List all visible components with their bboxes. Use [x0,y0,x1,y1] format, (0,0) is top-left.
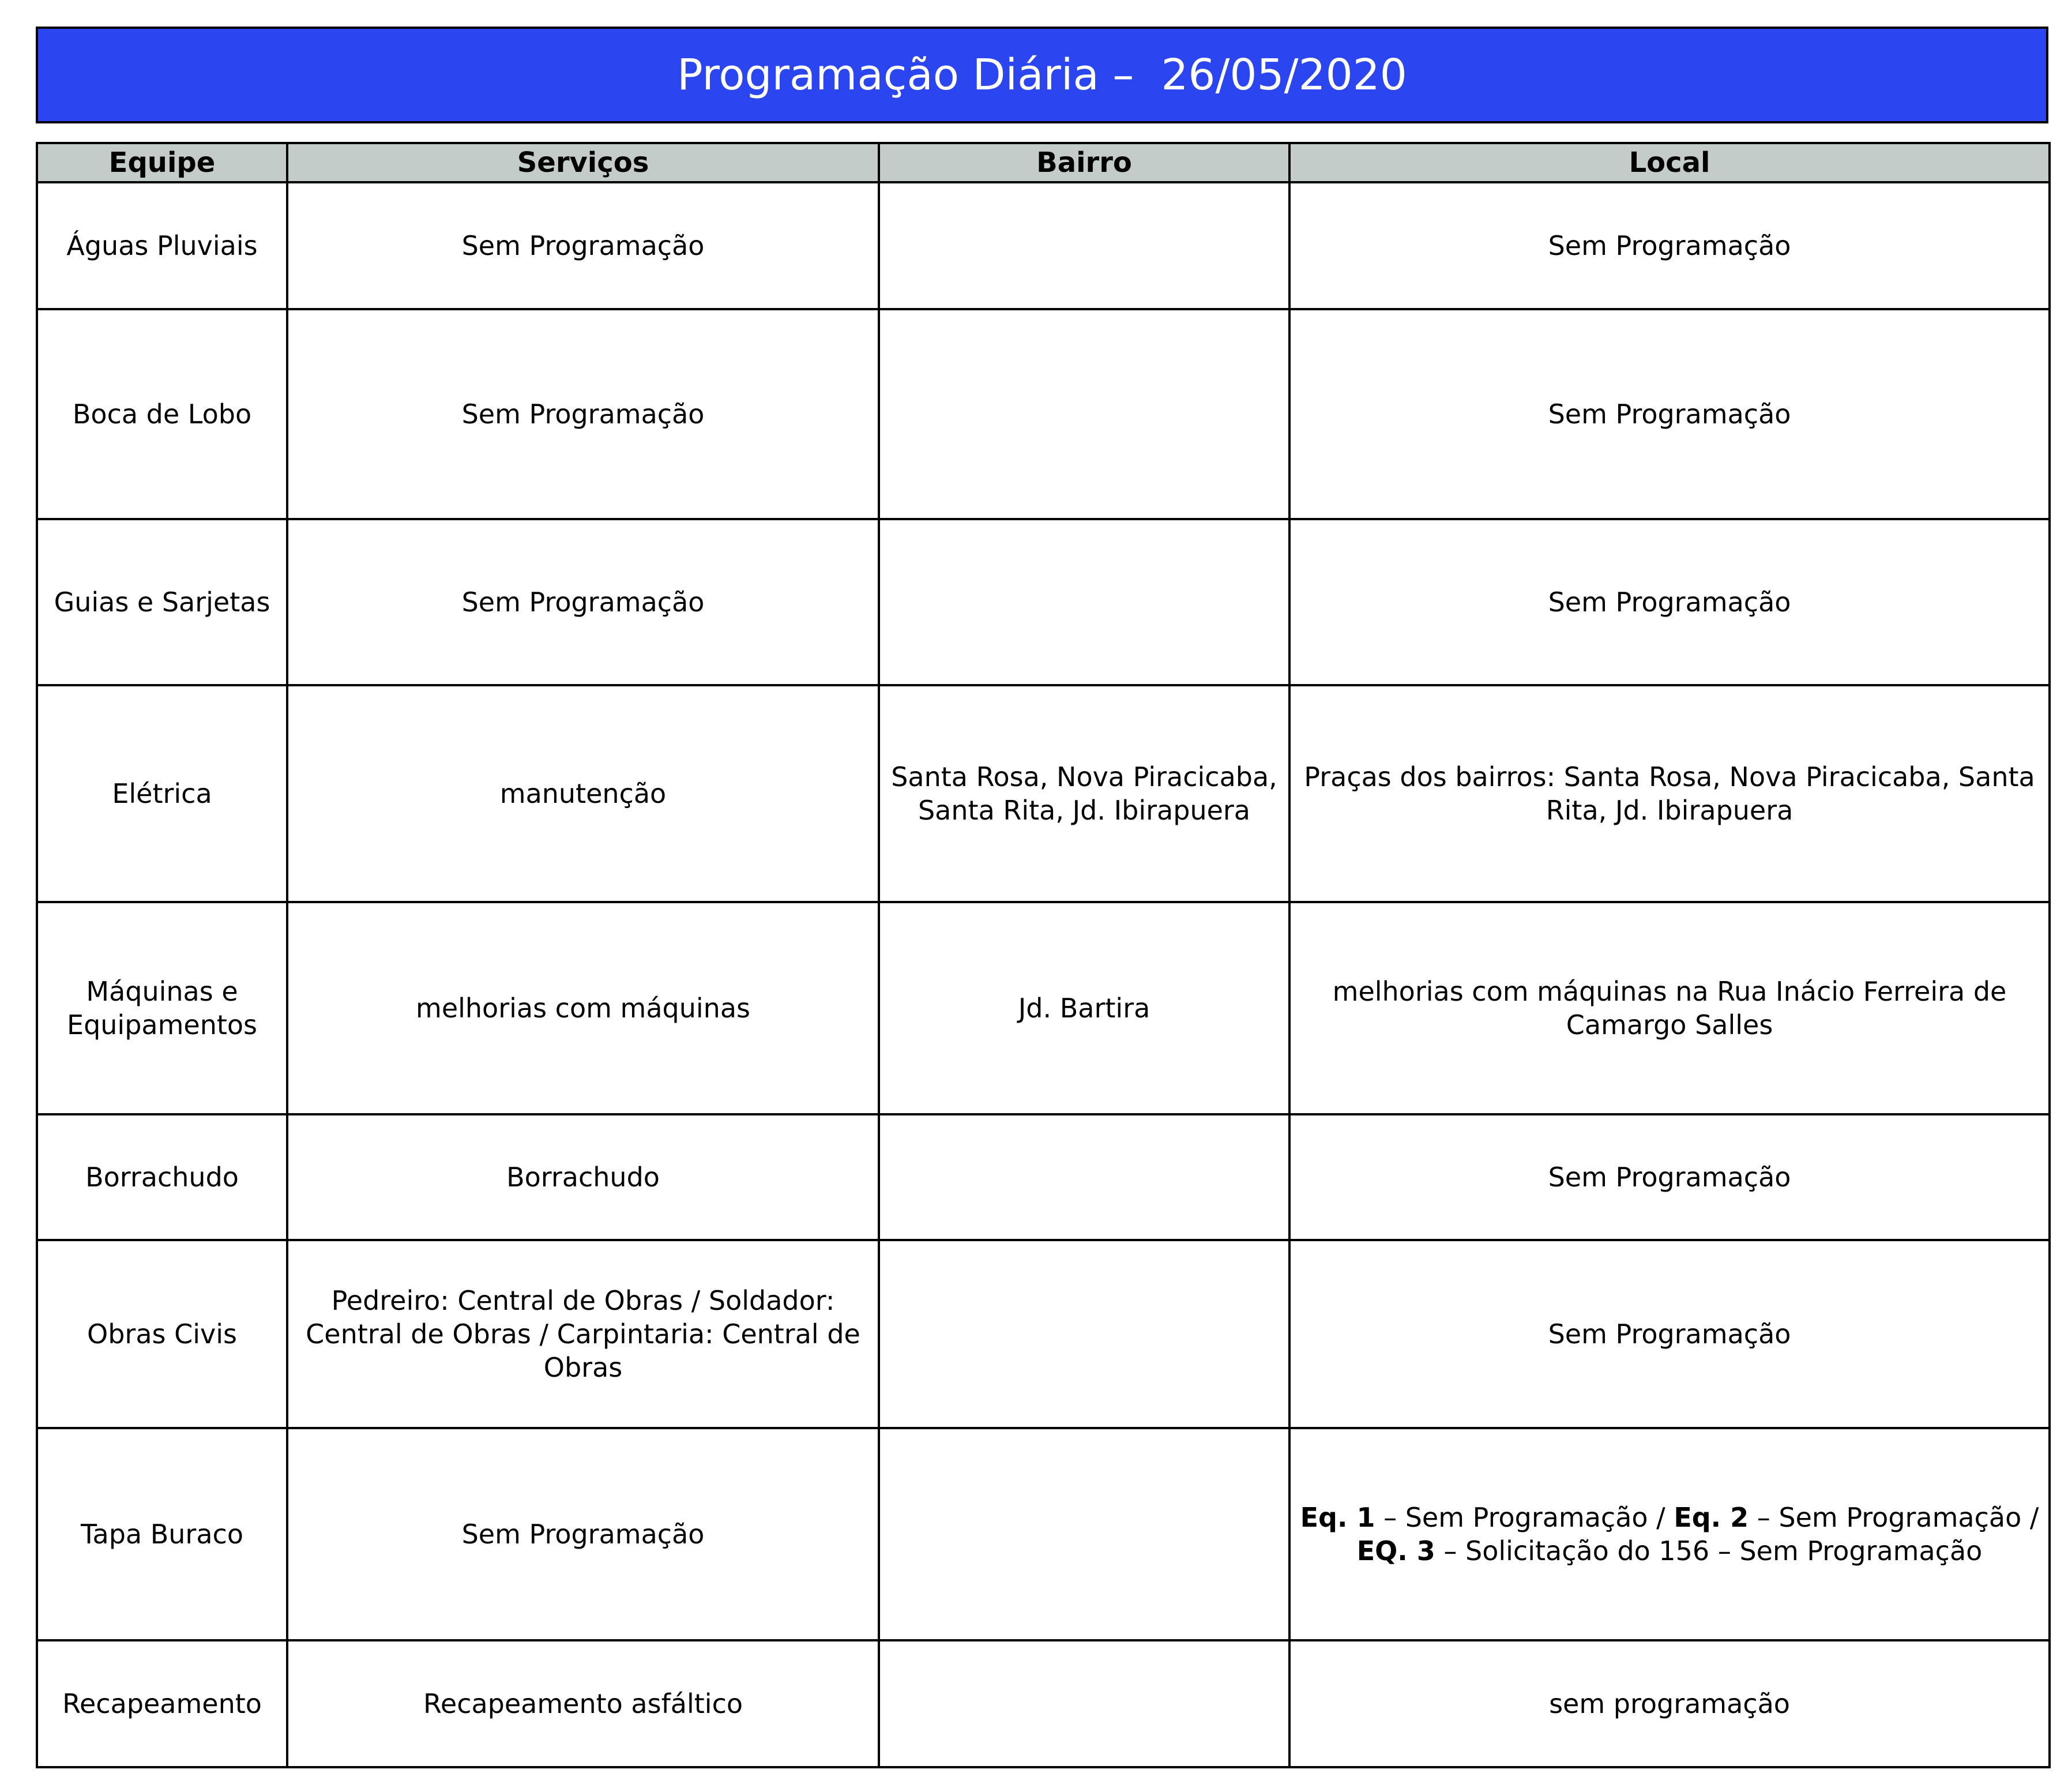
cell-bairro [879,1240,1289,1428]
cell-bairro [879,182,1289,309]
page-title-banner [36,27,2048,123]
cell-bairro: Santa Rosa, Nova Piracicaba, Santa Rita, Jd. Ibirapuera [879,685,1289,902]
column-header-servicos: Serviços [287,143,879,182]
cell-bairro [879,519,1289,685]
cell-local: Sem Programação [1289,309,2050,519]
cell-bairro: Jd. Bartira [879,902,1289,1114]
table-row [37,902,2050,1114]
cell-local [1289,1428,2050,1640]
table-row [37,1240,2050,1428]
cell-bairro [879,309,1289,519]
cell-local: sem programação [1289,1640,2050,1767]
table-row [37,309,2050,519]
team-label-eq1: Eq. 1 [1300,1502,1375,1533]
team-status-eq3: – Solicitação do 156 – Sem Programação [1435,1535,1983,1566]
cell-bairro [879,1114,1289,1240]
team-status-eq1: – Sem Programação / [1375,1502,1674,1533]
cell-local: melhorias com máquinas na Rua Inácio Ferreira de Camargo Salles [1289,902,2050,1114]
table-row [37,1640,2050,1767]
cell-servicos: Sem Programação [287,309,879,519]
cell-servicos: Sem Programação [287,519,879,685]
cell-servicos: melhorias com máquinas [287,902,879,1114]
cell-equipe: Tapa Buraco [37,1428,287,1640]
table-row [37,519,2050,685]
schedule-table [36,142,2051,1768]
page-title: Programação Diária – 26/05/2020 [677,50,1407,100]
cell-equipe: Máquinas e Equipamentos [37,902,287,1114]
cell-equipe: Boca de Lobo [37,309,287,519]
table-row [37,1114,2050,1240]
cell-local: Sem Programação [1289,1114,2050,1240]
team-label-eq2: Eq. 2 [1674,1502,1749,1533]
column-header-bairro: Bairro [879,143,1289,182]
team-label-eq3: EQ. 3 [1356,1535,1435,1566]
cell-equipe: Obras Civis [37,1240,287,1428]
cell-equipe: Elétrica [37,685,287,902]
table-row [37,182,2050,309]
column-header-equipe: Equipe [37,143,287,182]
cell-servicos: Sem Programação [287,1428,879,1640]
cell-servicos: Sem Programação [287,182,879,309]
cell-local: Sem Programação [1289,1240,2050,1428]
cell-equipe: Águas Pluviais [37,182,287,309]
cell-local: Praças dos bairros: Santa Rosa, Nova Piracicaba, Santa Rita, Jd. Ibirapuera [1289,685,2050,902]
column-header-local: Local [1289,143,2050,182]
cell-servicos: Recapeamento asfáltico [287,1640,879,1767]
cell-servicos: manutenção [287,685,879,902]
cell-equipe: Borrachudo [37,1114,287,1240]
cell-servicos: Pedreiro: Central de Obras / Soldador: Central de Obras / Carpintaria: Central de Obras [287,1240,879,1428]
cell-bairro [879,1640,1289,1767]
cell-servicos: Borrachudo [287,1114,879,1240]
cell-equipe: Recapeamento [37,1640,287,1767]
team-status-eq2: – Sem Programação / [1749,1502,2039,1533]
cell-equipe: Guias e Sarjetas [37,519,287,685]
table-header-row [37,143,2050,182]
cell-local: Sem Programação [1289,519,2050,685]
cell-local: Sem Programação [1289,182,2050,309]
table-row [37,685,2050,902]
cell-bairro [879,1428,1289,1640]
table-row [37,1428,2050,1640]
